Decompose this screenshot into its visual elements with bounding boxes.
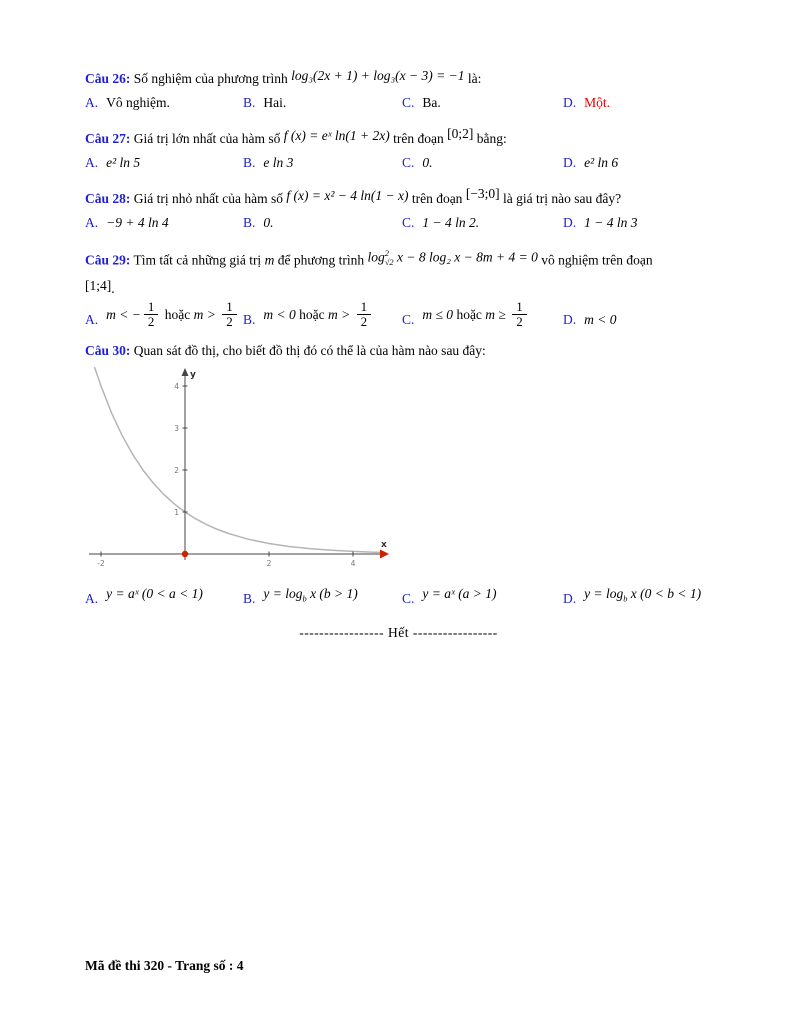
option-letter: A. (85, 95, 99, 110)
question-label: Câu 29: (85, 252, 131, 268)
page-footer: Mã đề thi 320 - Trang số : 4 (85, 958, 244, 973)
option-pre: m < 0 (263, 307, 296, 323)
option-c (402, 211, 563, 235)
x-tick-label: 4 (350, 558, 356, 568)
option-c (402, 300, 563, 332)
option-b (243, 582, 402, 612)
formula-sup: 2 (384, 249, 389, 258)
formula-sub: √2 (384, 258, 394, 268)
option-text (263, 582, 357, 612)
option-mid2: m > (327, 307, 354, 323)
graph-container (75, 367, 712, 576)
question-text: Giá trị nhỏ nhất của hàm số (133, 191, 283, 206)
option-pre: m < − (106, 307, 141, 323)
formula (368, 242, 538, 275)
option-text (584, 582, 701, 612)
option-d (563, 211, 712, 235)
option-a (85, 211, 243, 235)
option-letter: C. (402, 215, 415, 230)
origin-point (182, 551, 188, 557)
question-28 (85, 182, 712, 235)
formula: log₃(2x + 1) + log₃(x − 3) = −1 (291, 68, 465, 83)
y-tick-label: 3 (174, 423, 179, 433)
x-tick-label: 2 (266, 558, 272, 568)
option-text (584, 308, 616, 332)
option-text (106, 300, 240, 332)
x-tick-label: -2 (97, 558, 105, 568)
exponential-curve (95, 367, 385, 552)
fraction: $\frac{1}{2}$ (222, 300, 237, 330)
formula: f (x) = x² − 4 ln(1 − x) (286, 188, 409, 203)
option-letter: D. (563, 95, 577, 110)
option-letter: C. (402, 155, 415, 170)
option-b (243, 211, 402, 235)
variable-m: m (264, 252, 275, 268)
function-graph (75, 367, 405, 572)
option-sub: b (623, 594, 628, 604)
interval: [0;2] (447, 126, 474, 141)
option-pre: y = log (263, 585, 303, 601)
fraction: $\frac{1}{2}$ (357, 300, 372, 330)
option-text: −9 + 4 ln 4 (106, 215, 169, 230)
x-axis-label: x (381, 539, 387, 550)
question-text: để phương trình (277, 252, 365, 268)
option-text: e ln 3 (263, 155, 294, 170)
question-label: Câu 26: (85, 71, 131, 86)
option-letter: B. (243, 215, 256, 230)
fraction: $\frac{1}{2}$ (144, 300, 159, 330)
option-text (422, 582, 496, 612)
question-text: Số nghiệm của phương trình (133, 71, 288, 86)
formula: f (x) = eˣ ln(1 + 2x) (283, 128, 390, 143)
option-a (85, 91, 243, 115)
option-b (243, 91, 402, 115)
question-29 (85, 242, 712, 332)
option-text: Ba. (422, 95, 441, 110)
formula-rest: x − 8 log₂ x − 8m + 4 = 0 (393, 249, 538, 265)
option-letter: D. (563, 215, 577, 230)
option-text: Hai. (263, 95, 287, 110)
question-text: là: (467, 71, 482, 86)
option-mid: hoặc (299, 307, 325, 323)
options-row (85, 91, 712, 115)
option-rest: (a > 1) (454, 585, 497, 601)
option-d (563, 91, 712, 115)
option-letter: D. (563, 591, 577, 607)
question-text: Tìm tất cả những giá trị (133, 252, 262, 268)
option-letter: C. (402, 95, 415, 110)
option-text: Vô nghiệm. (106, 95, 170, 110)
question-30-stem (85, 339, 712, 363)
question-27 (85, 122, 712, 175)
option-rest: x (0 < b < 1) (627, 585, 702, 601)
y-tick-label: 1 (174, 507, 179, 517)
option-text: 0. (422, 155, 433, 170)
options-row (85, 300, 712, 332)
question-30 (85, 339, 712, 612)
y-axis-arrow (182, 368, 189, 376)
option-d (563, 308, 712, 332)
question-27-stem (85, 122, 712, 151)
x-axis-arrow (380, 549, 389, 558)
option-text-correct: Một. (584, 95, 611, 110)
y-tick-label: 2 (174, 465, 179, 475)
option-d (563, 582, 712, 612)
option-pre: y = aˣ (106, 585, 139, 601)
option-pre: y = aˣ (422, 585, 455, 601)
option-text (263, 300, 374, 332)
interval: [−3;0] (465, 186, 500, 201)
option-text: 0. (263, 215, 274, 230)
option-mid2: m ≥ (485, 307, 510, 323)
option-b (243, 151, 402, 175)
interval: [1;4] (85, 278, 112, 294)
option-letter: A. (85, 215, 99, 230)
question-label: Câu 30: (85, 342, 131, 358)
question-text: là giá trị nào sau đây? (503, 191, 622, 206)
question-text: Quan sát đồ thị, cho biết đồ thị đó có thể là của hàm nào sau đây: (133, 342, 486, 358)
options-row (85, 582, 712, 612)
question-label: Câu 27: (85, 131, 131, 146)
question-26-stem (85, 64, 712, 91)
option-pre: m < 0 (584, 311, 617, 327)
option-letter: C. (402, 591, 415, 607)
option-letter: A. (85, 591, 99, 607)
option-text: 1 − 4 ln 3 (584, 215, 638, 230)
question-text: vô nghiệm trên đoạn (541, 252, 653, 268)
options-row (85, 211, 712, 235)
option-mid: hoặc (456, 307, 482, 323)
option-a (85, 582, 243, 612)
option-letter: A. (85, 311, 99, 327)
question-text: Giá trị lớn nhất của hàm số (133, 131, 281, 146)
option-rest: (0 < a < 1) (138, 585, 203, 601)
option-pre: y = log (584, 585, 624, 601)
question-text: bằng: (476, 131, 507, 146)
option-text (106, 582, 203, 612)
log-fn: log (367, 249, 385, 265)
option-c (402, 151, 563, 175)
y-axis-label: y (190, 369, 196, 380)
option-letter: A. (85, 155, 99, 170)
option-letter: B. (243, 591, 256, 607)
option-a (85, 300, 243, 332)
period: . (111, 281, 115, 297)
fraction: $\frac{1}{2}$ (512, 300, 527, 330)
option-letter: D. (563, 311, 577, 327)
option-text: e² ln 6 (584, 155, 619, 170)
options-row (85, 151, 712, 175)
question-26 (85, 64, 712, 115)
option-pre: m ≤ 0 (422, 307, 454, 323)
question-text: trên đoạn (393, 131, 444, 146)
question-label: Câu 28: (85, 191, 131, 206)
option-c (402, 582, 563, 612)
option-mid: hoặc (164, 307, 191, 323)
option-a (85, 151, 243, 175)
option-text: 1 − 4 ln 2. (422, 215, 480, 230)
option-letter: C. (402, 311, 415, 327)
option-sub: b (302, 594, 307, 604)
option-letter: B. (243, 155, 256, 170)
question-text: trên đoạn (411, 191, 463, 206)
option-text (422, 300, 529, 332)
option-c (402, 91, 563, 115)
option-letter: D. (563, 155, 577, 170)
question-29-stem (85, 242, 712, 275)
option-b (243, 300, 402, 332)
option-letter: B. (243, 95, 256, 110)
option-letter: B. (243, 311, 256, 327)
end-marker: ----------------- Hết ----------------- (299, 625, 498, 641)
option-text: e² ln 5 (106, 155, 141, 170)
option-d (563, 151, 712, 175)
question-28-stem (85, 182, 712, 211)
y-tick-label: 4 (174, 381, 179, 391)
option-mid2: m > (193, 307, 220, 323)
question-29-interval-line (85, 275, 712, 300)
option-rest: x (b > 1) (306, 585, 358, 601)
